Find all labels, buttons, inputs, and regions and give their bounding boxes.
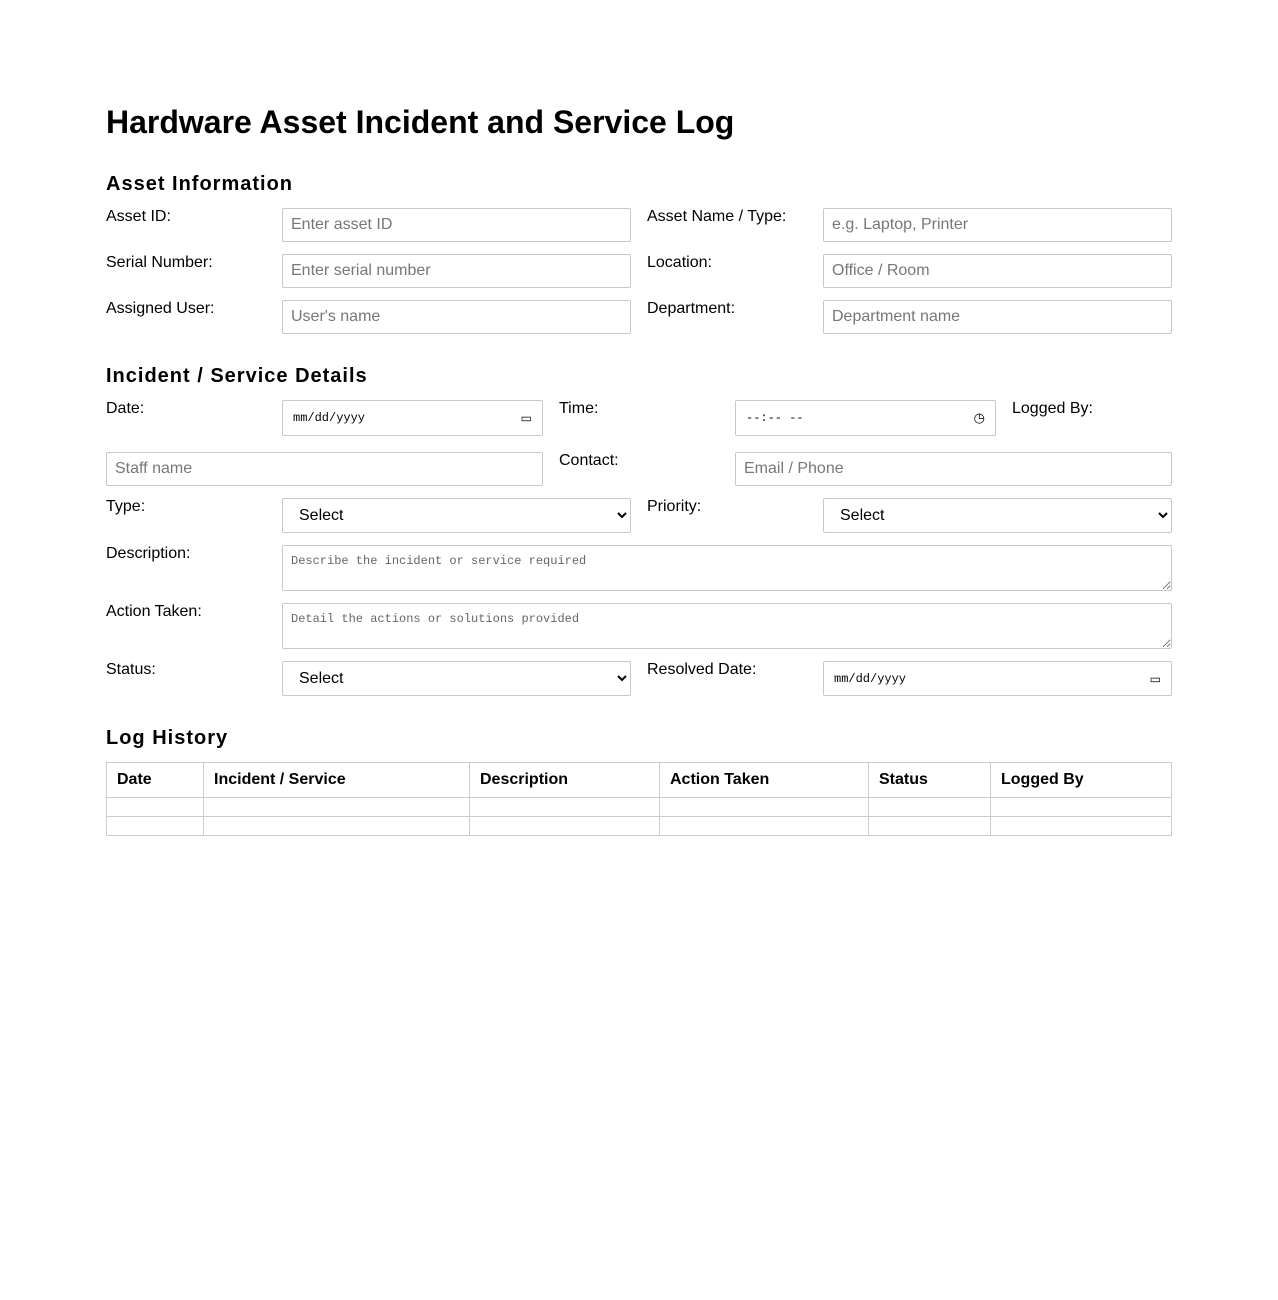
- description-label: Description:: [106, 545, 191, 562]
- column-header-logged-by: Logged By: [991, 763, 1172, 798]
- date-input[interactable]: [282, 400, 543, 436]
- asset-id-label: Asset ID:: [106, 208, 171, 225]
- priority-label: Priority:: [647, 498, 702, 515]
- table-row: [107, 817, 1172, 836]
- table-cell[interactable]: [470, 817, 660, 836]
- table-cell[interactable]: [204, 817, 470, 836]
- resolved-date-input[interactable]: [823, 661, 1172, 696]
- column-header-action: Action Taken: [660, 763, 869, 798]
- assigned-user-input[interactable]: [282, 300, 631, 334]
- action-taken-textarea[interactable]: [282, 603, 1172, 649]
- column-header-incident: Incident / Service: [204, 763, 470, 798]
- section-asset-information: Asset Information: [106, 173, 294, 195]
- resolved-date-label: Resolved Date:: [647, 661, 757, 678]
- description-textarea[interactable]: [282, 545, 1172, 591]
- column-header-date: Date: [107, 763, 204, 798]
- type-select[interactable]: [282, 498, 631, 533]
- page-title: Hardware Asset Incident and Service Log: [106, 104, 735, 140]
- logged-by-label: Logged By:: [1012, 400, 1093, 417]
- contact-label: Contact:: [559, 452, 619, 469]
- asset-name-input[interactable]: [823, 208, 1172, 242]
- column-header-status: Status: [869, 763, 991, 798]
- contact-input[interactable]: [735, 452, 1172, 486]
- serial-number-input[interactable]: [282, 254, 631, 288]
- calendar-icon[interactable]: ▭: [520, 411, 532, 425]
- table-row: [107, 798, 1172, 817]
- location-input[interactable]: [823, 254, 1172, 288]
- table-cell[interactable]: [869, 817, 991, 836]
- table-cell[interactable]: [869, 798, 991, 817]
- table-cell[interactable]: [107, 798, 204, 817]
- table-cell[interactable]: [107, 817, 204, 836]
- table-cell[interactable]: [204, 798, 470, 817]
- time-label: Time:: [559, 400, 599, 417]
- calendar-icon[interactable]: ▭: [1149, 671, 1161, 686]
- action-taken-label: Action Taken:: [106, 603, 202, 620]
- priority-select[interactable]: [823, 498, 1172, 533]
- logged-by-input[interactable]: [106, 452, 543, 486]
- assigned-user-label: Assigned User:: [106, 300, 215, 317]
- log-history-table: [106, 762, 1172, 836]
- department-input[interactable]: [823, 300, 1172, 334]
- time-placeholder: --:-- --: [746, 411, 804, 425]
- table-cell[interactable]: [470, 798, 660, 817]
- column-header-description: Description: [470, 763, 660, 798]
- asset-id-input[interactable]: [282, 208, 631, 242]
- date-label: Date:: [106, 400, 145, 417]
- section-log-history: Log History: [106, 727, 229, 749]
- serial-number-label: Serial Number:: [106, 254, 213, 271]
- time-input[interactable]: [735, 400, 996, 436]
- table-cell[interactable]: [660, 798, 869, 817]
- table-cell[interactable]: [660, 817, 869, 836]
- type-label: Type:: [106, 498, 146, 515]
- table-cell[interactable]: [991, 817, 1172, 836]
- status-select[interactable]: [282, 661, 631, 696]
- status-label: Status:: [106, 661, 156, 678]
- table-header-row: [107, 763, 1172, 798]
- section-incident-details: Incident / Service Details: [106, 365, 368, 387]
- table-cell[interactable]: [991, 798, 1172, 817]
- date-placeholder: mm/dd/yyyy: [293, 411, 366, 425]
- department-label: Department:: [647, 300, 736, 317]
- location-label: Location:: [647, 254, 712, 271]
- resolved-date-placeholder: mm/dd/yyyy: [834, 671, 907, 686]
- asset-name-label: Asset Name / Type:: [647, 208, 787, 225]
- clock-icon[interactable]: ◷: [973, 410, 985, 426]
